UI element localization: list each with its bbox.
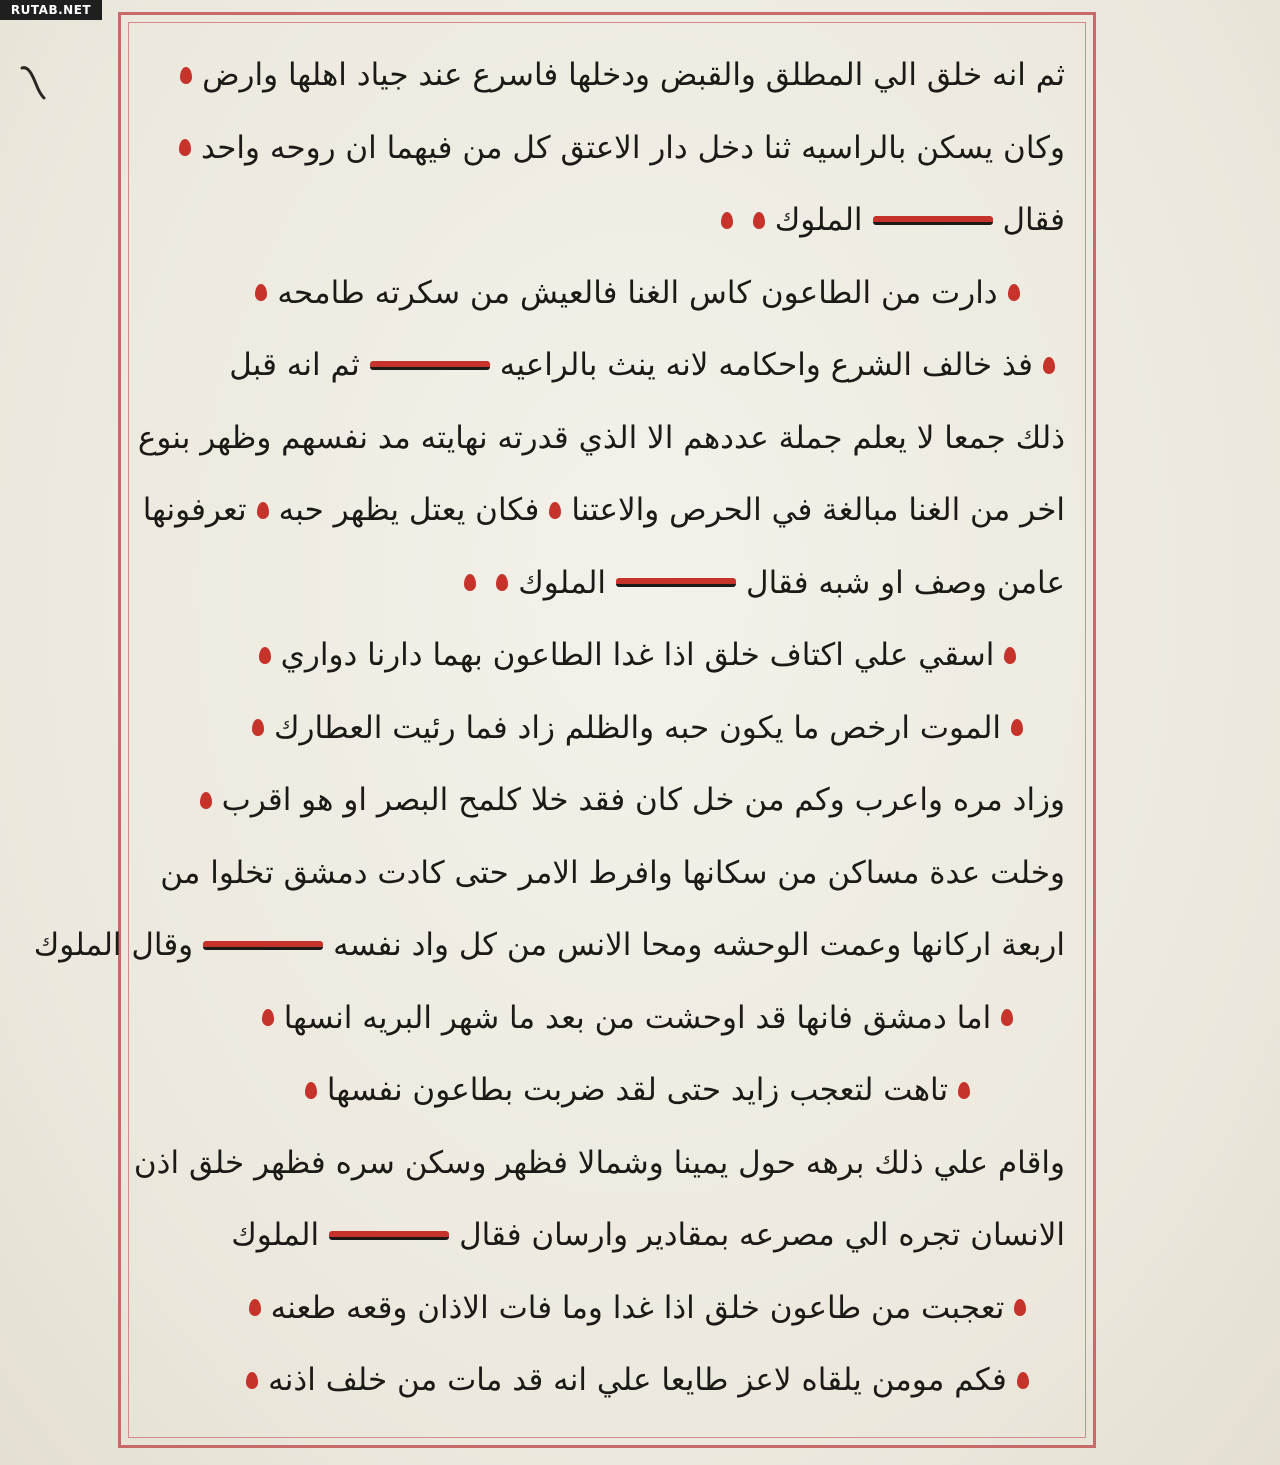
line-text: الملوك — [518, 564, 607, 601]
line-text: ثم انه قبل — [229, 347, 360, 383]
rubric-dot — [753, 212, 765, 229]
rubric-dot — [958, 1082, 970, 1099]
margin-ink-mark — [18, 62, 48, 102]
line-text: دارت من الطاعون كاس الغنا فالعيش من سكرته طامحه — [277, 274, 998, 311]
manuscript-line — [142, 477, 1065, 543]
rubric-dot — [1008, 284, 1020, 301]
line-text: فكان يعتل يظهر حبه — [278, 492, 540, 528]
line-text: وخلت عدة مساكن من سكانها وافرط الامر حتى كادت دمشق تخلوا من — [160, 854, 1065, 891]
line-text: فذ خالف الشرع واحكامه لانه ينث بالراعيه — [499, 347, 1033, 383]
line-text: اخر من الغنا مبالغة في الحرص والاعتنا — [571, 492, 1065, 528]
rubric-dot — [464, 574, 476, 591]
manuscript-line — [240, 985, 1035, 1051]
rubric-overline — [873, 216, 993, 225]
line-text: اسقي علي اكتاف خلق اذا غدا الطاعون بهما دارنا دواري — [280, 637, 995, 673]
rubric-dot — [1014, 1299, 1026, 1316]
rubric-dot — [1004, 647, 1016, 664]
manuscript-line — [150, 840, 1065, 906]
manuscript-line — [240, 1057, 1035, 1123]
rubric-dot — [262, 1009, 274, 1026]
line-text: تاهت لتعجب زايد حتى لقد ضربت بطاعون نفسها — [326, 1072, 949, 1108]
rubric-dot — [1001, 1009, 1013, 1026]
rubric-overline — [329, 1231, 449, 1240]
manuscript-line — [240, 695, 1035, 761]
manuscript-line — [240, 622, 1035, 688]
rubric-dot — [257, 502, 269, 519]
line-text: عامن وصف او شبه فقال — [746, 564, 1065, 601]
rubric-dot — [721, 212, 733, 229]
line-text: وكان يسكن بالراسيه ثنا دخل دار الاعتق كل من فيهما ان روحه واحد — [200, 129, 1065, 166]
line-text: وزاد مره واعرب وكم من خل كان فقد خلا كلمح البصر او هو اقرب — [221, 782, 1065, 818]
manuscript-line — [150, 767, 1065, 833]
manuscript-line — [150, 42, 1065, 108]
line-text: وقال الملوك — [33, 927, 194, 963]
line-text: واقام علي ذلك برهه حول يمينا وشمالا فظهر وسكن سره فظهر خلق اذن — [133, 1144, 1065, 1181]
manuscript-line — [240, 1275, 1035, 1341]
line-text: فكم مومن يلقاه لاعز طايعا علي انه قد مات من خلف اذنه — [268, 1362, 1007, 1398]
line-text: الملوك — [774, 202, 863, 238]
line-text: ذلك جمعا لا يعلم جملة عددهم الا الذي قدرته نهايته مد نفسهم وظهر بنوع — [137, 419, 1065, 456]
line-text: ثم انه خلق الي المطلق والقبض ودخلها فاسرع عند جياد اهلها وارض — [202, 57, 1065, 93]
manuscript-line — [33, 912, 1065, 978]
rubric-dot — [549, 502, 561, 519]
manuscript-line — [240, 1347, 1035, 1413]
manuscript-line — [240, 260, 1035, 326]
manuscript-line — [150, 1202, 1065, 1268]
rubric-dot — [246, 1372, 258, 1389]
rubric-overline — [616, 578, 736, 587]
manuscript-line — [133, 1130, 1065, 1196]
manuscript-text — [33, 42, 1065, 1432]
site-watermark: RUTAB.NET — [0, 0, 102, 20]
rubric-dot — [1011, 719, 1023, 736]
rubric-dot — [255, 284, 267, 301]
manuscript-line — [150, 332, 1065, 398]
line-text: الملوك — [231, 1217, 320, 1253]
line-text: تعرفونها — [142, 492, 247, 528]
rubric-overline — [203, 941, 323, 950]
line-text: اما دمشق فانها قد اوحشت من بعد ما شهر البريه انسها — [283, 999, 992, 1036]
rubric-dot — [249, 1299, 261, 1316]
line-text: تعجبت من طاعون خلق اذا غدا وما فات الاذان وقعه طعنه — [270, 1289, 1005, 1326]
manuscript-line — [150, 187, 1065, 253]
line-text: اربعة اركانها وعمت الوحشه ومحا الانس من كل واد نفسه — [333, 927, 1065, 963]
line-text: فقال — [1002, 202, 1065, 238]
rubric-overline — [370, 361, 490, 370]
rubric-dot — [1017, 1372, 1029, 1389]
manuscript-line — [150, 550, 1065, 616]
rubric-dot — [179, 139, 191, 156]
rubric-dot — [180, 67, 192, 84]
line-text: الموت ارخص ما يكون حبه والظلم زاد فما رئيت العطارك — [273, 709, 1002, 746]
rubric-dot — [496, 574, 508, 591]
rubric-dot — [259, 647, 271, 664]
rubric-dot — [252, 719, 264, 736]
manuscript-line — [150, 115, 1065, 181]
manuscript-line — [137, 405, 1065, 471]
rubric-dot — [1043, 357, 1055, 374]
line-text: الانسان تجره الي مصرعه بمقادير وارسان فقال — [459, 1217, 1065, 1253]
rubric-dot — [305, 1082, 317, 1099]
rubric-dot — [200, 792, 212, 809]
